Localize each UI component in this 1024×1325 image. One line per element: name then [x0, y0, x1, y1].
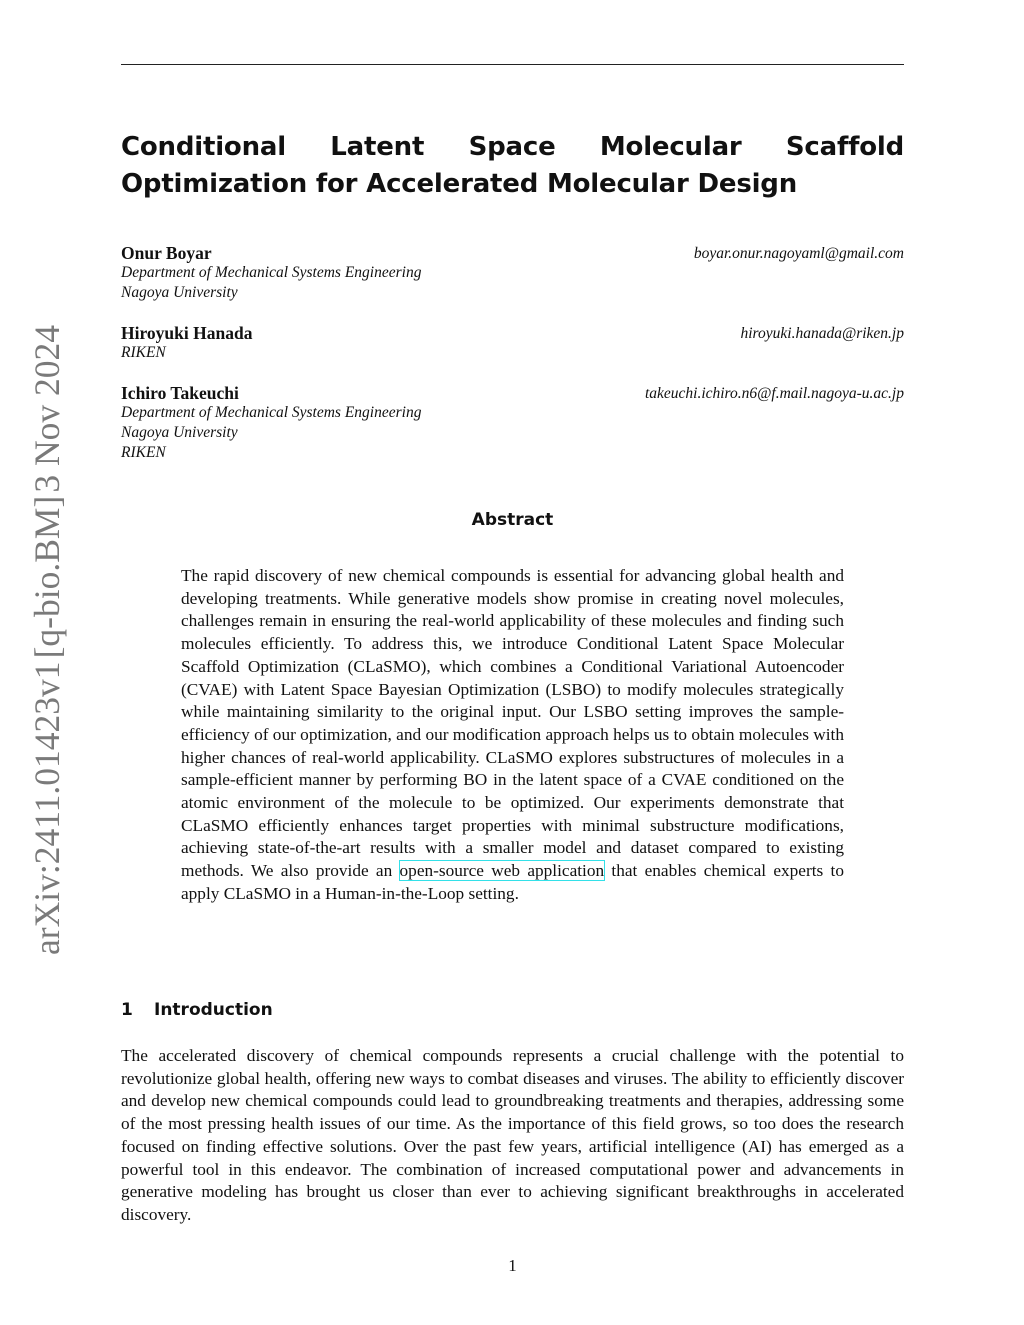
web-application-link[interactable]: open-source web application [399, 861, 605, 881]
author-affiliation: Nagoya University [121, 284, 238, 301]
abstract-heading: Abstract [471, 510, 554, 530]
author-affiliation: Department of Mechanical Systems Engineering [121, 404, 422, 421]
arxiv-sidebar-stamp [23, 325, 71, 955]
author-affiliation: Nagoya University [121, 424, 238, 441]
arxiv-date: 3 Nov 2024 [27, 325, 67, 493]
introduction-paragraph: The accelerated discovery of chemical compounds represents a crucial challenge with the potential to revolutionize global health, offering new ways to combat diseases and viruses. The ability to efficiently discover and develop new chemical compounds could lead to groundbreaking treatments and therapies, addressing some of the most pressing health issues of our time. As the importance of this field grows, so too does the research focused on finding effective solutions. Over the past few years, artificial intelligence (AI) has emerged as a powerful tool in this endeavor. The combination of increased computational power and advancements in generative modeling has brought us closer than ever to achieving significant breakthroughs in accelerated discovery. [121, 1046, 904, 1224]
arxiv-identifier[interactable]: arXiv:2411.01423v1 [27, 661, 67, 955]
author-affiliation: RIKEN [121, 344, 166, 361]
abstract-text [181, 565, 844, 906]
section-heading-introduction [121, 998, 904, 1022]
author-block [121, 323, 904, 363]
abstract-text-part: The rapid discovery of new chemical compounds is essential for advancing global health and developing treatments. While generative models show promise in creating novel molecules, challenges remain in ensuring the real-world applicability of these molecules and finding such molecules efficiently. To address this, we introduce Conditional Latent Space Molecular Scaffold Optimization (CLaSMO), which combines a Conditional Variational Autoencoder (CVAE) with Latent Space Bayesian Optimization (LSBO) to modify molecules strategically while maintaining similarity to the original input. Our LSBO setting improves the sample-efficiency of our optimization, and our modification approach helps us to obtain molecules with higher chances of real-world applicability. CLaSMO explores substructures of molecules in a sample-efficient manner by performing BO in the latent space of a CVAE conditioned on the atomic environment of the molecule to be optimized. Our experiments demonstrate that CLaSMO efficiently enhances target properties with minimal substructure modifications, achieving state-of-the-art results with a smaller model and dataset compared to existing methods. We also provide an [181, 566, 844, 881]
arxiv-category: [q-bio.BM] [27, 495, 67, 659]
paper-title: Conditional Latent Space Molecular Scaffold Optimization for Accelerated Molecular Design [121, 132, 904, 199]
author-name: Ichiro Takeuchi [121, 383, 239, 403]
abstract-text-part: that enables chemical experts to apply CLaSMO in a Human-in-the-Loop setting. [181, 861, 844, 903]
author-affiliation: RIKEN [121, 444, 166, 461]
section-number: 1 [121, 1000, 133, 1020]
author-email[interactable]: hiroyuki.hanada@riken.jp [740, 325, 904, 342]
author-block [121, 243, 904, 303]
header-rule [121, 64, 904, 65]
page-number: 1 [508, 1256, 517, 1275]
author-email[interactable]: takeuchi.ichiro.n6@f.mail.nagoya-u.ac.jp [644, 385, 904, 402]
section-title: Introduction [154, 1000, 273, 1020]
author-name: Onur Boyar [121, 243, 212, 263]
author-email[interactable]: boyar.onur.nagoyaml@gmail.com [693, 245, 904, 262]
author-affiliation: Department of Mechanical Systems Engineering [121, 264, 422, 281]
author-name: Hiroyuki Hanada [121, 323, 253, 343]
author-block [121, 383, 904, 463]
